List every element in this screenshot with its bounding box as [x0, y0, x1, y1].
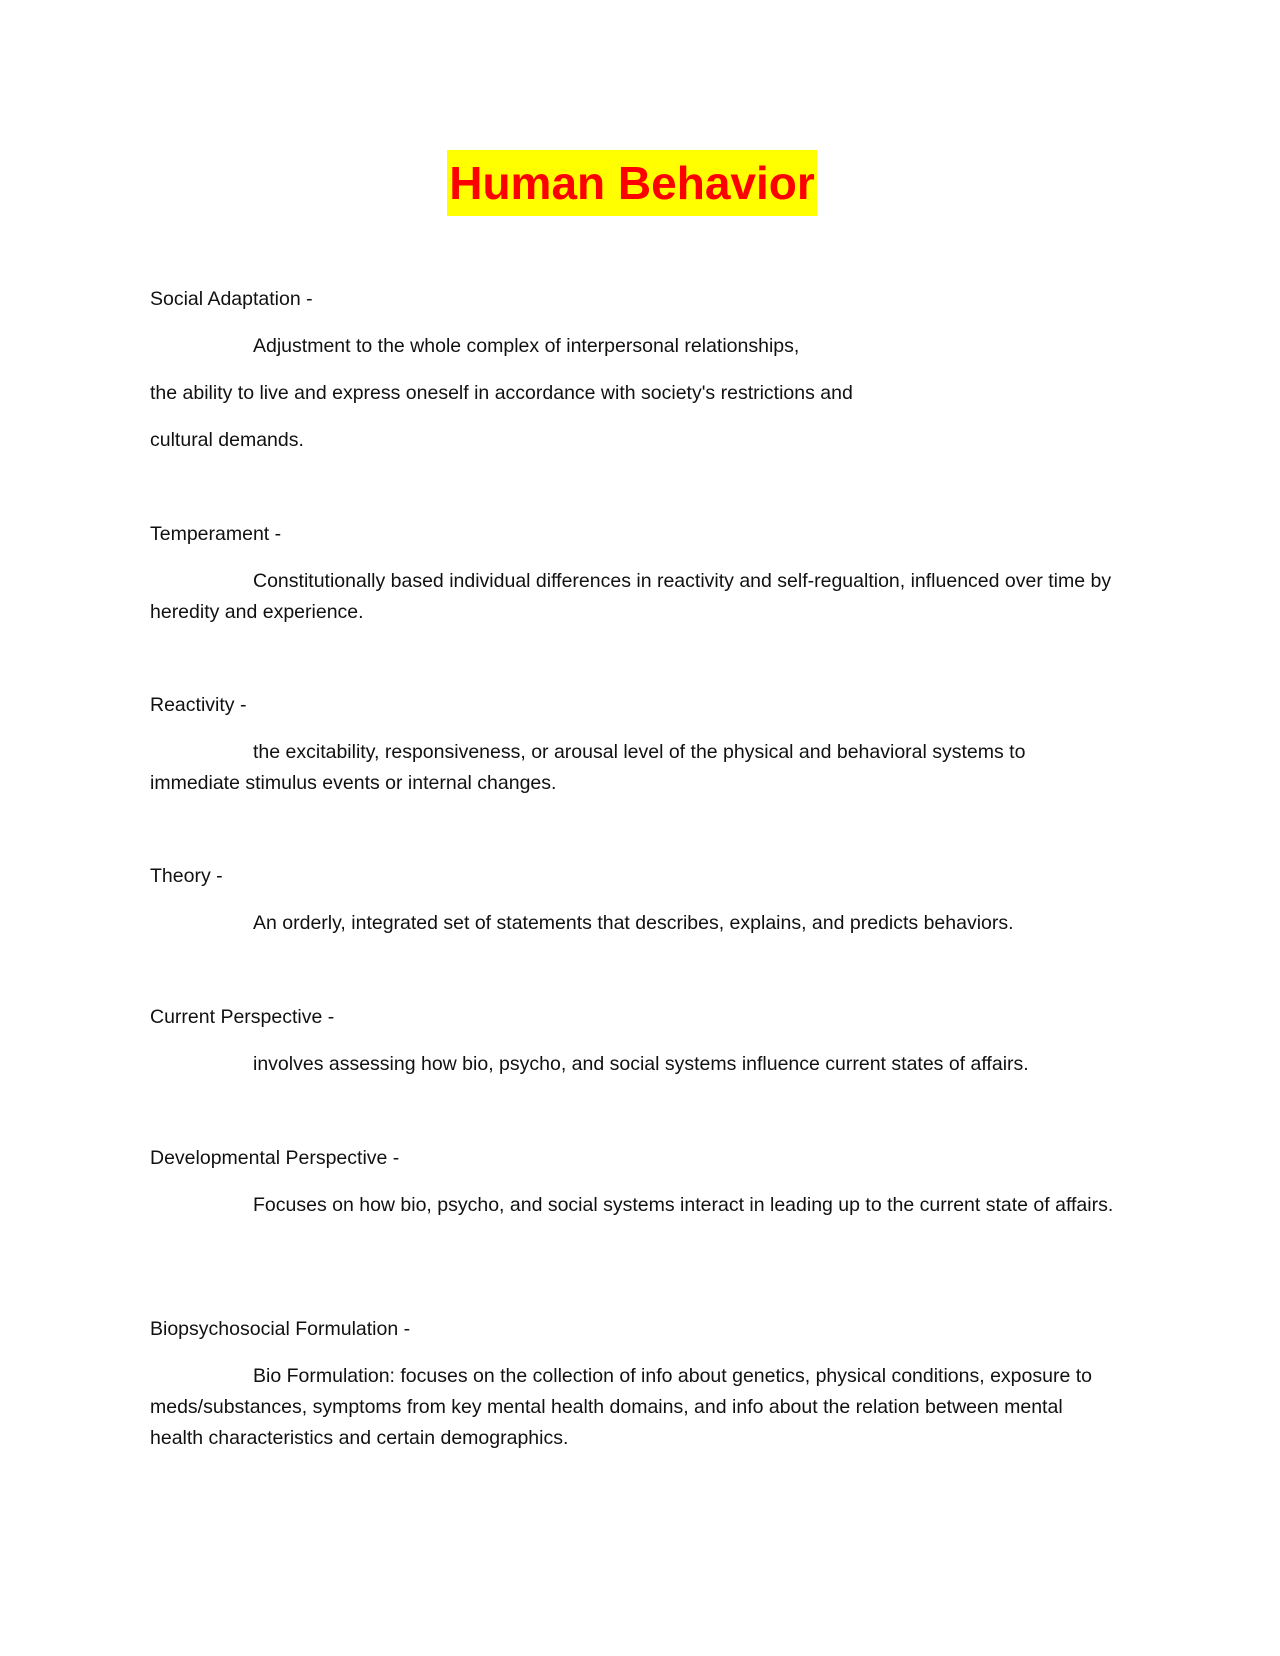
term-theory: Theory -	[150, 865, 223, 887]
definition-social-adaptation-line-3: cultural demands.	[150, 429, 304, 451]
definition-temperament: Constitutionally based individual differences in reactivity and self-regualtion, influenced over time by heredity and experience.	[150, 570, 1112, 623]
term-temperament: Temperament -	[150, 523, 282, 545]
term-reactivity: Reactivity -	[150, 694, 247, 716]
definition-developmental-perspective: Focuses on how bio, psycho, and social systems interact in leading up to the current state of affairs.	[253, 1194, 1114, 1216]
definition-social-adaptation-line-2: the ability to live and express oneself in accordance with society's restrictions and	[150, 382, 853, 404]
term-biopsychosocial-formulation: Biopsychosocial Formulation -	[150, 1318, 411, 1340]
definition-biopsychosocial-formulation: Bio Formulation: focuses on the collection of info about genetics, physical conditions, exposure to meds/substances, symptoms from key mental health domains, and info about the relation between mental health characteristics and certain demographics.	[150, 1365, 1092, 1449]
term-current-perspective: Current Perspective -	[150, 1006, 335, 1028]
definition-social-adaptation-line-1: Adjustment to the whole complex of interpersonal relationships,	[253, 335, 800, 357]
definition-current-perspective: involves assessing how bio, psycho, and social systems influence current states of affairs.	[253, 1053, 1029, 1075]
definition-theory: An orderly, integrated set of statements that describes, explains, and predicts behaviors.	[253, 912, 1014, 934]
term-developmental-perspective: Developmental Perspective -	[150, 1147, 400, 1169]
definition-reactivity: the excitability, responsiveness, or arousal level of the physical and behavioral systems to immediate stimulus events or internal changes.	[150, 741, 1026, 794]
term-social-adaptation: Social Adaptation -	[150, 288, 313, 310]
document-title: Human Behavior	[447, 150, 817, 216]
title-container	[0, 150, 1280, 216]
